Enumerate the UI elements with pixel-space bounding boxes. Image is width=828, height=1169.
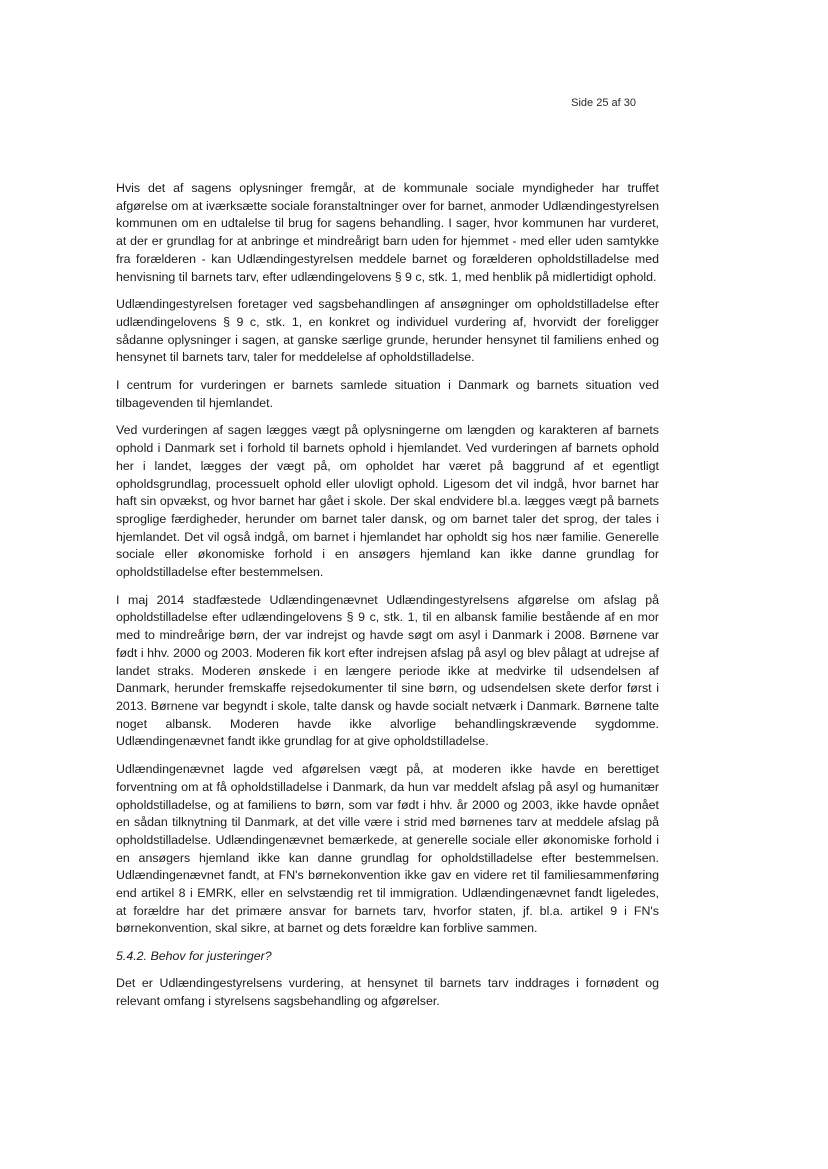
page-number: Side 25 af 30: [571, 97, 636, 109]
document-body: [116, 180, 659, 1020]
paragraph: I maj 2014 stadfæstede Udlændingenævnet Udlændingestyrelsens afgørelse om afslag på opholdstilladelse efter udlændingelovens § 9 c, stk. 1, til en albansk familie bestående af en mor med to mindreårige børn, der var indrejst og havde søgt om asyl i Danmark i 2008. Børnene var født i hhv. 2000 og 2003. Moderen fik kort efter indrejsen afslag på asyl og blev pålagt at udrejse af landet straks. Moderen ønskede i en længere periode ikke at medvirke til udsendelsen af Danmark, herunder fremskaffe rejsedokumenter til sine børn, og udsendelsen skete derfor først i 2013. Børnene var begyndt i skole, talte dansk og havde socialt netværk i Danmark. Børnene talte noget albansk. Moderen havde ikke alvorlige behandlingskrævende sygdomme. Udlændingenævnet fandt ikke grundlag for at give opholdstilladelse.: [116, 592, 659, 749]
section-heading: 5.4.2. Behov for justeringer?: [116, 949, 272, 964]
closing-paragraph: Det er Udlændingestyrelsens vurdering, at hensynet til barnets tarv inddrages i fornødent og relevant omfang i styrelsens sagsbehandling og afgørelser.: [116, 975, 659, 1008]
paragraph: Udlændingestyrelsen foretager ved sagsbehandlingen af ansøgninger om opholdstilladelse efter udlændingelovens § 9 c, stk. 1, en konkret og individuel vurdering af, hvorvidt der foreligger sådanne oplysninger i sagen, at ganske særlige grunde, herunder hensynet til familiens enhed og hensynet til barnets tarv, taler for meddelelse af opholdstilladelse.: [116, 297, 659, 365]
paragraph: Ved vurderingen af sagen lægges vægt på oplysningerne om længden og karakteren af barnets ophold i Danmark set i forhold til barnets ophold i hjemlandet. Ved vurderingen af barnets ophold her i landet, lægges der vægt på, om opholdet har været på baggrund af et egentligt opholdsgrundlag, processuelt ophold eller ulovligt ophold. Ligesom det vil indgå, hvor barnet har haft sin opvækst, og hvor barnet har gået i skole. Der skal endvidere bl.a. lægges vægt på barnets sproglige færdigheder, herunder om barnet taler dansk, og om barnet taler det sprog, der tales i hjemlandet. Det vil også indgå, om barnet i hjemlandet har opholdt sig hos nær familie. Generelle sociale eller økonomiske forhold i en ansøgers hjemland kan ikke danne grundlag for opholdstilladelse efter bestemmelsen.: [116, 423, 659, 580]
paragraph: Udlændingenævnet lagde ved afgørelsen vægt på, at moderen ikke havde en berettiget forventning om at få opholdstilladelse i Danmark, da hun var meddelt afslag på asyl og humanitær opholdstilladelse, og at familiens to børn, som var født i hhv. år 2000 og 2003, ikke havde opnået en sådan tilknytning til Danmark, at det ville være i strid med børnenes tarv at meddele afslag på opholdstilladelse. Udlændingenævnet bemærkede, at generelle sociale eller økonomiske forhold i en ansøgers hjemland ikke kan danne grundlag for opholdstilladelse efter bestemmelsen. Udlændingenævnet fandt, at FN's børnekonvention ikke gav en videre ret til familiesammenføring end artikel 8 i EMRK, eller en selvstændig ret til immigration. Udlændingenævnet fandt ligeledes, at forældre har det primære ansvar for barnets tarv, hvorfor staten, jf. bl.a. artikel 9 i FN's børnekonvention, skal sikre, at barnet og dets forældre kan forblive sammen.: [116, 762, 659, 936]
paragraph: I centrum for vurderingen er barnets samlede situation i Danmark og barnets situation ved tilbagevenden til hjemlandet.: [116, 378, 659, 410]
paragraph: Hvis det af sagens oplysninger fremgår, at de kommunale sociale myndigheder har truffet afgørelse om at iværksætte sociale foranstaltninger over for barnet, anmoder Udlændingestyrelsen kommunen om en udtalelse til brug for sagens behandling. I sager, hvor kommunen har vurderet, at der er grundlag for at anbringe et mindreårigt barn uden for hjemmet - med eller uden samtykke fra forælderen - kan Udlændingestyrelsen meddele barnet og forælderen opholdstilladelse med henvisning til barnets tarv, efter udlændingelovens § 9 c, stk. 1, med henblik på midlertidigt ophold.: [116, 181, 659, 284]
